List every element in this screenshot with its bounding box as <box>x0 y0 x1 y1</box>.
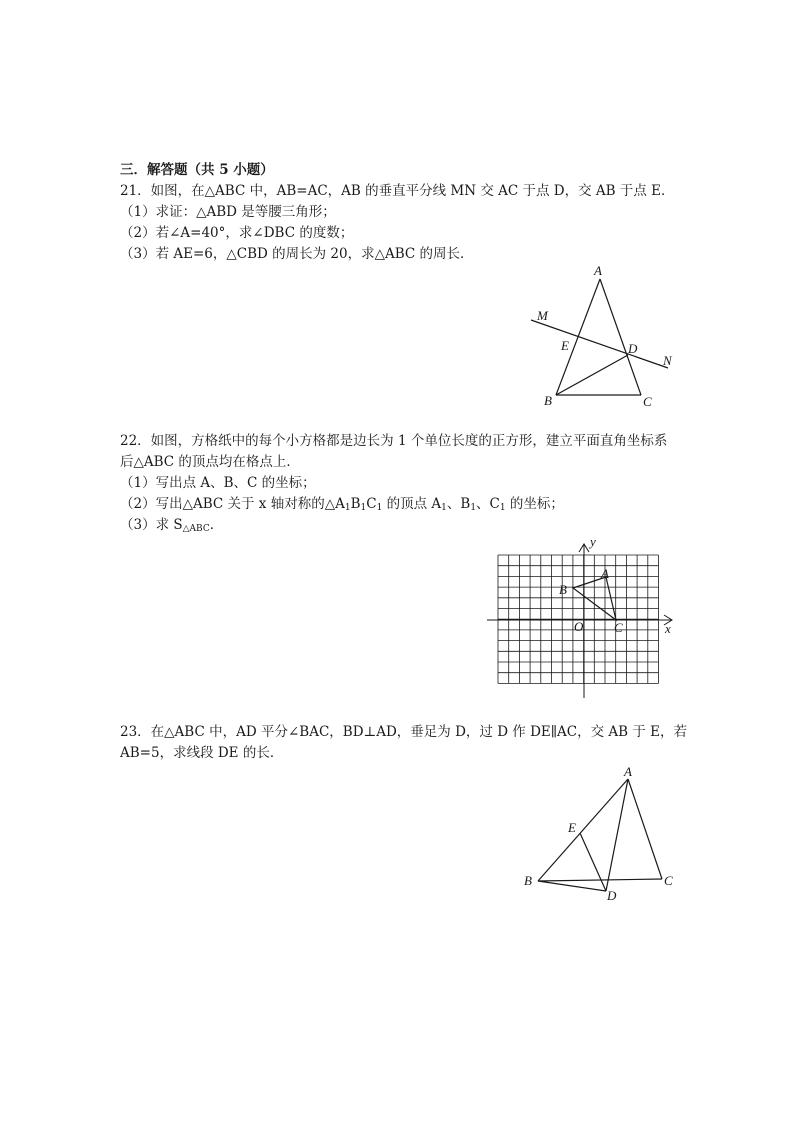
q23-label-a: A <box>624 764 632 779</box>
q22-label-a: A <box>601 566 609 581</box>
q21-label-a: A <box>594 263 602 278</box>
q23-segment-de <box>580 833 606 891</box>
q22-label-y: y <box>590 534 596 549</box>
q21-label-e: E <box>561 338 569 353</box>
q21-label-b: B <box>544 393 552 408</box>
q23-label-d: D <box>607 888 617 903</box>
q23-segment-ad <box>606 779 628 891</box>
q23-label-e: E <box>568 820 576 835</box>
q22-part3: （3）求 $S_{\triangle ABC}$． <box>120 517 224 534</box>
q23-stem-line2: AB=5，求线段 DE 的长． <box>120 745 284 761</box>
q22-label-x: x <box>665 621 671 636</box>
q21-part1: （1）求证：△ABD 是等腰三角形； <box>120 204 336 220</box>
q23-segment-ab <box>538 779 628 881</box>
q22-part1: （1）写出点 A、B、C 的坐标； <box>120 475 316 491</box>
q22-label-o: O <box>574 619 584 634</box>
q21-label-m: M <box>537 308 548 323</box>
section-title: 三．解答题（共 5 小题） <box>120 162 274 178</box>
q22-part2: （2）写出△ABC 关于 x 轴对称的$\triangle A_1B_1C_1$ 的顶点 $A_1$、$B_1$、$C_1$ 的坐标； <box>120 496 564 513</box>
q22-label-c: C <box>614 620 623 635</box>
q23-segment-bd <box>538 881 606 891</box>
q23-stem-line1: 23．在△ABC 中，AD 平分∠BAC，BD⊥AD，垂足为 D，过 D 作 DE∥AC，交 AB 于 E，若 <box>120 724 687 740</box>
q21-label-n: N <box>663 353 672 368</box>
q21-stem: 21．如图，在△ABC 中，AB=AC，AB 的垂直平分线 MN 交 AC 于点 D，交 AB 于点 E． <box>120 183 675 199</box>
q21-part2: （2）若∠A=40°，求∠DBC 的度数； <box>120 225 354 241</box>
q22-stem-line1: 22．如图，方格纸中的每个小方格都是边长为 1 个单位长度的正方形，建立平面直角坐标系 <box>120 433 668 449</box>
q23-label-b: B <box>524 873 532 888</box>
q22-label-b: B <box>559 582 567 597</box>
q23-segment-ac <box>628 779 662 879</box>
q21-label-d: D <box>628 341 638 356</box>
q22-stem-line2: 后△ABC 的顶点均在格点上． <box>120 454 300 470</box>
q21-part3: （3）若 AE=6，△CBD 的周长为 20，求△ABC 的周长． <box>120 246 474 262</box>
q23-label-c: C <box>664 873 673 888</box>
q23-segment-bc <box>538 879 662 881</box>
q21-label-c: C <box>643 394 652 409</box>
